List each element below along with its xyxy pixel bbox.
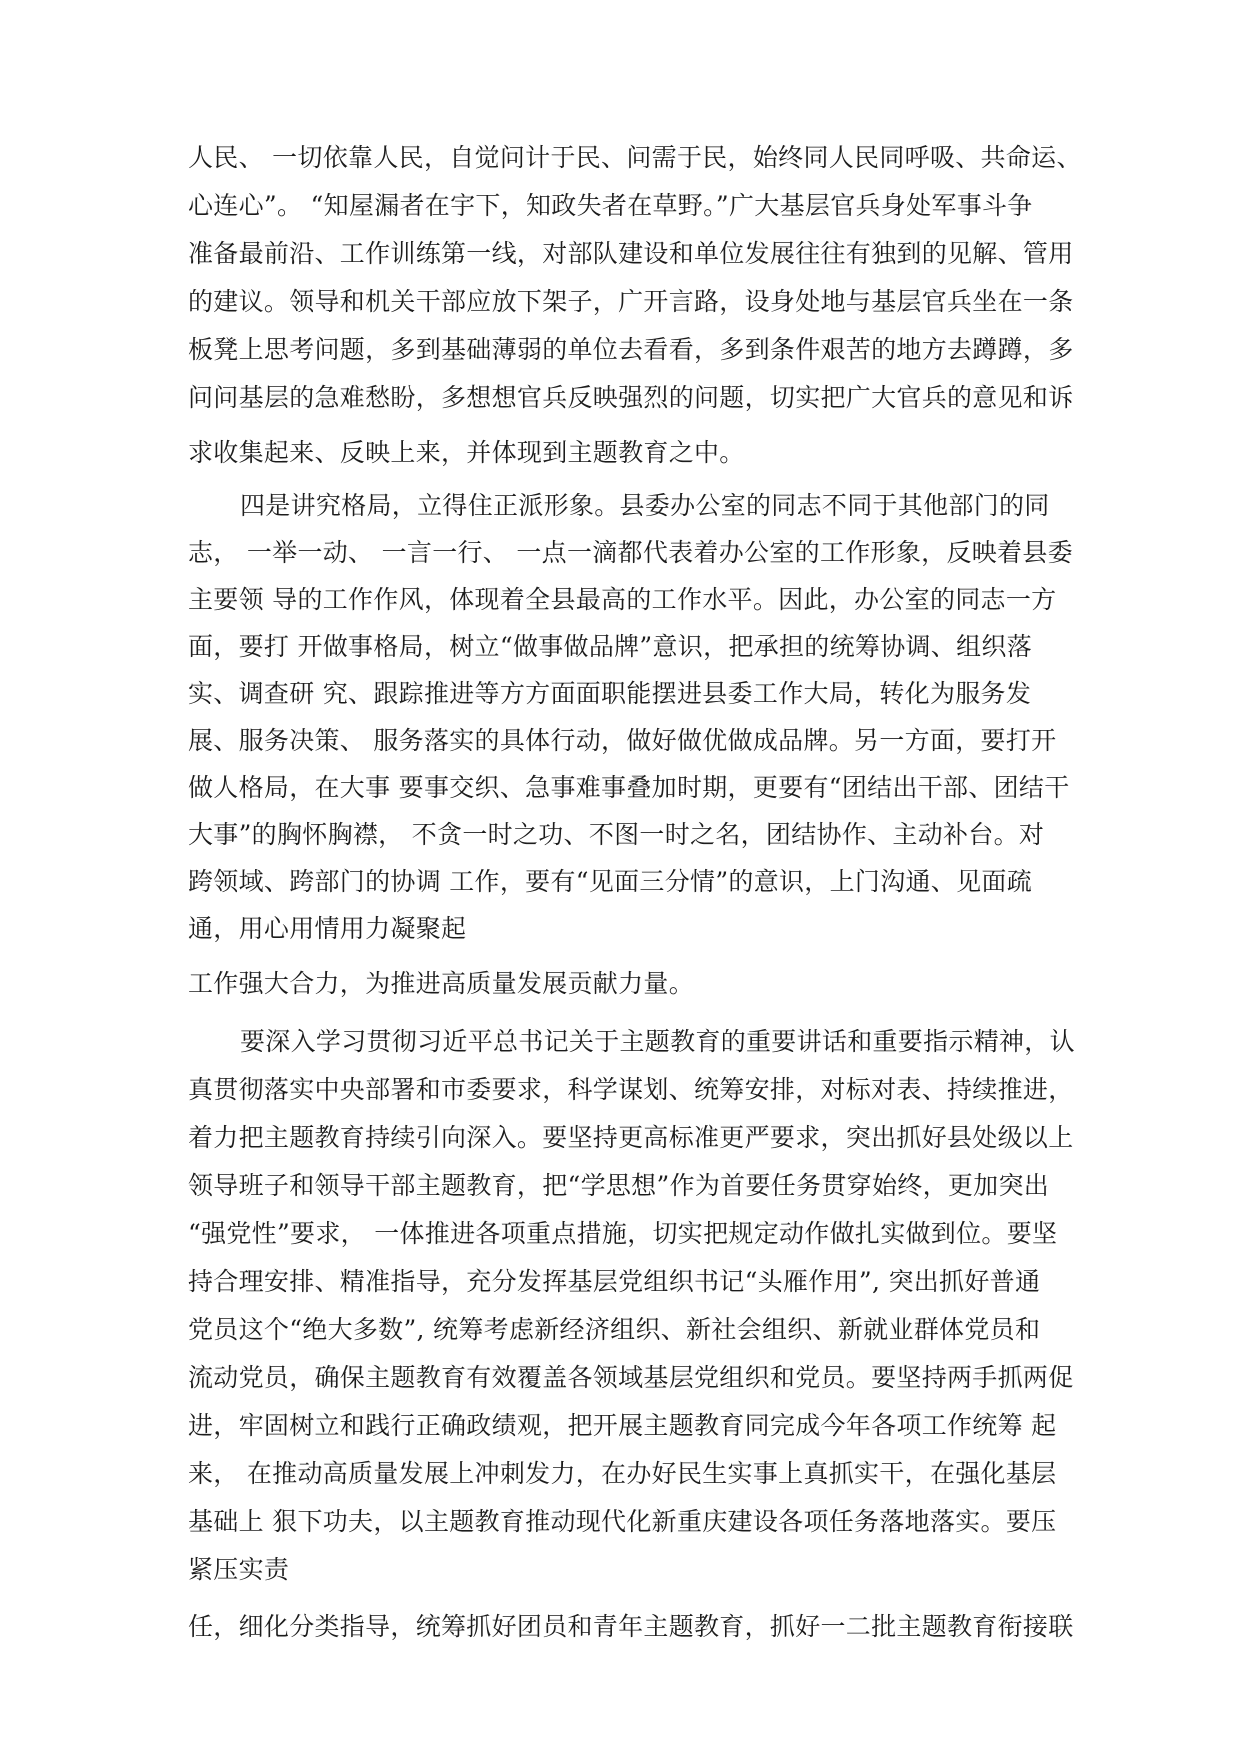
- text-line: 求收集起来、反映上来，并体现到主题教育之中。: [188, 438, 745, 467]
- text-line: 流动党员，确保主题教育有效覆盖各领域基层党组织和党员。要坚持两手抓两促: [188, 1363, 1074, 1392]
- text-line: 展、服务决策、 服务落实的具体行动，做好做优做成品牌。另一方面，要打开: [188, 726, 1057, 755]
- paragraph-first-line: 要深入学习贯彻习近平总书记关于主题教育的重要讲话和重要指示精神，认: [240, 1027, 1075, 1056]
- text-line: 真贯彻落实中央部署和市委要求，科学谋划、统筹安排，对标对表、持续推进，: [188, 1075, 1074, 1104]
- text-line: 工作强大合力，为推进高质量发展贡献力量。: [188, 969, 695, 998]
- text-line: 实、调查研 究、跟踪推进等方方面面职能摆进县委工作大局，转化为服务发: [188, 679, 1032, 708]
- text-line: 做人格局，在大事 要事交织、急事难事叠加时期，更要有“团结出干部、团结干: [188, 773, 1070, 802]
- text-line: 的建议。领导和机关干部应放下架子，广开言路，设身处地与基层官兵坐在一条: [188, 287, 1074, 316]
- text-line: 党员这个“绝大多数”, 统筹考虑新经济组织、新社会组织、新就业群体党员和: [188, 1315, 1041, 1344]
- text-line: 心连心”。 “知屋漏者在宇下，知政失者在草野。”广大基层官兵身处军事斗争: [188, 191, 1033, 220]
- text-line: 着力把主题教育持续引向深入。要坚持更高标准更严要求，突出抓好县处级以上: [188, 1123, 1074, 1152]
- text-line: 面，要打 开做事格局，树立“做事做品牌”意识，把承担的统筹协调、组织落: [188, 632, 1033, 661]
- text-line: 领导班子和领导干部主题教育，把“学思想”作为首要任务贯穿始终，更加突出: [188, 1171, 1050, 1200]
- text-line: 人民、 一切依靠人民，自觉问计于民、问需于民，始终同人民同呼吸、共命运、: [188, 143, 1082, 172]
- text-line: 板凳上思考问题，多到基础薄弱的单位去看看，多到条件艰苦的地方去蹲蹲，多: [188, 335, 1074, 364]
- text-line: 跨领域、跨部门的协调 工作，要有“见面三分情”的意识，上门沟通、见面疏: [188, 867, 1033, 896]
- text-line: 持合理安排、精准指导，充分发挥基层党组织书记“头雁作用”, 突出抓好普通: [188, 1267, 1041, 1296]
- text-line: 紧压实责: [188, 1555, 290, 1584]
- text-line: 通，用心用情用力凝聚起: [188, 914, 467, 943]
- text-line: 来， 在推动高质量发展上冲刺发力，在办好民生实事上真抓实干，在强化基层: [188, 1459, 1057, 1488]
- text-line: 志， 一举一动、 一言一行、 一点一滴都代表着办公室的工作形象，反映着县委: [188, 538, 1073, 567]
- text-line: 准备最前沿、工作训练第一线，对部队建设和单位发展往往有独到的见解、管用: [188, 239, 1074, 268]
- paragraph-first-line: 四是讲究格局，立得住正派形象。县委办公室的同志不同于其他部门的同: [240, 491, 1050, 520]
- text-line: 基础上 狠下功夫，以主题教育推动现代化新重庆建设各项任务落地落实。要压: [188, 1507, 1057, 1536]
- text-line: 大事”的胸怀胸襟， 不贪一时之功、不图一时之名，团结协作、主动补台。对: [188, 820, 1045, 849]
- text-line: “强党性”要求， 一体推进各项重点措施，切实把规定动作做扎实做到位。要坚: [188, 1219, 1058, 1248]
- text-line: 问问基层的急难愁盼，多想想官兵反映强烈的问题，切实把广大官兵的意见和诉: [188, 383, 1074, 412]
- text-line: 主要领 导的工作作风，体现着全县最高的工作水平。因此，办公室的同志一方: [188, 585, 1057, 614]
- text-line: 进，牢固树立和践行正确政绩观，把开展主题教育同完成今年各项工作统筹 起: [188, 1411, 1057, 1440]
- text-line: 任，细化分类指导，统筹抓好团员和青年主题教育，抓好一二批主题教育衔接联: [188, 1612, 1074, 1641]
